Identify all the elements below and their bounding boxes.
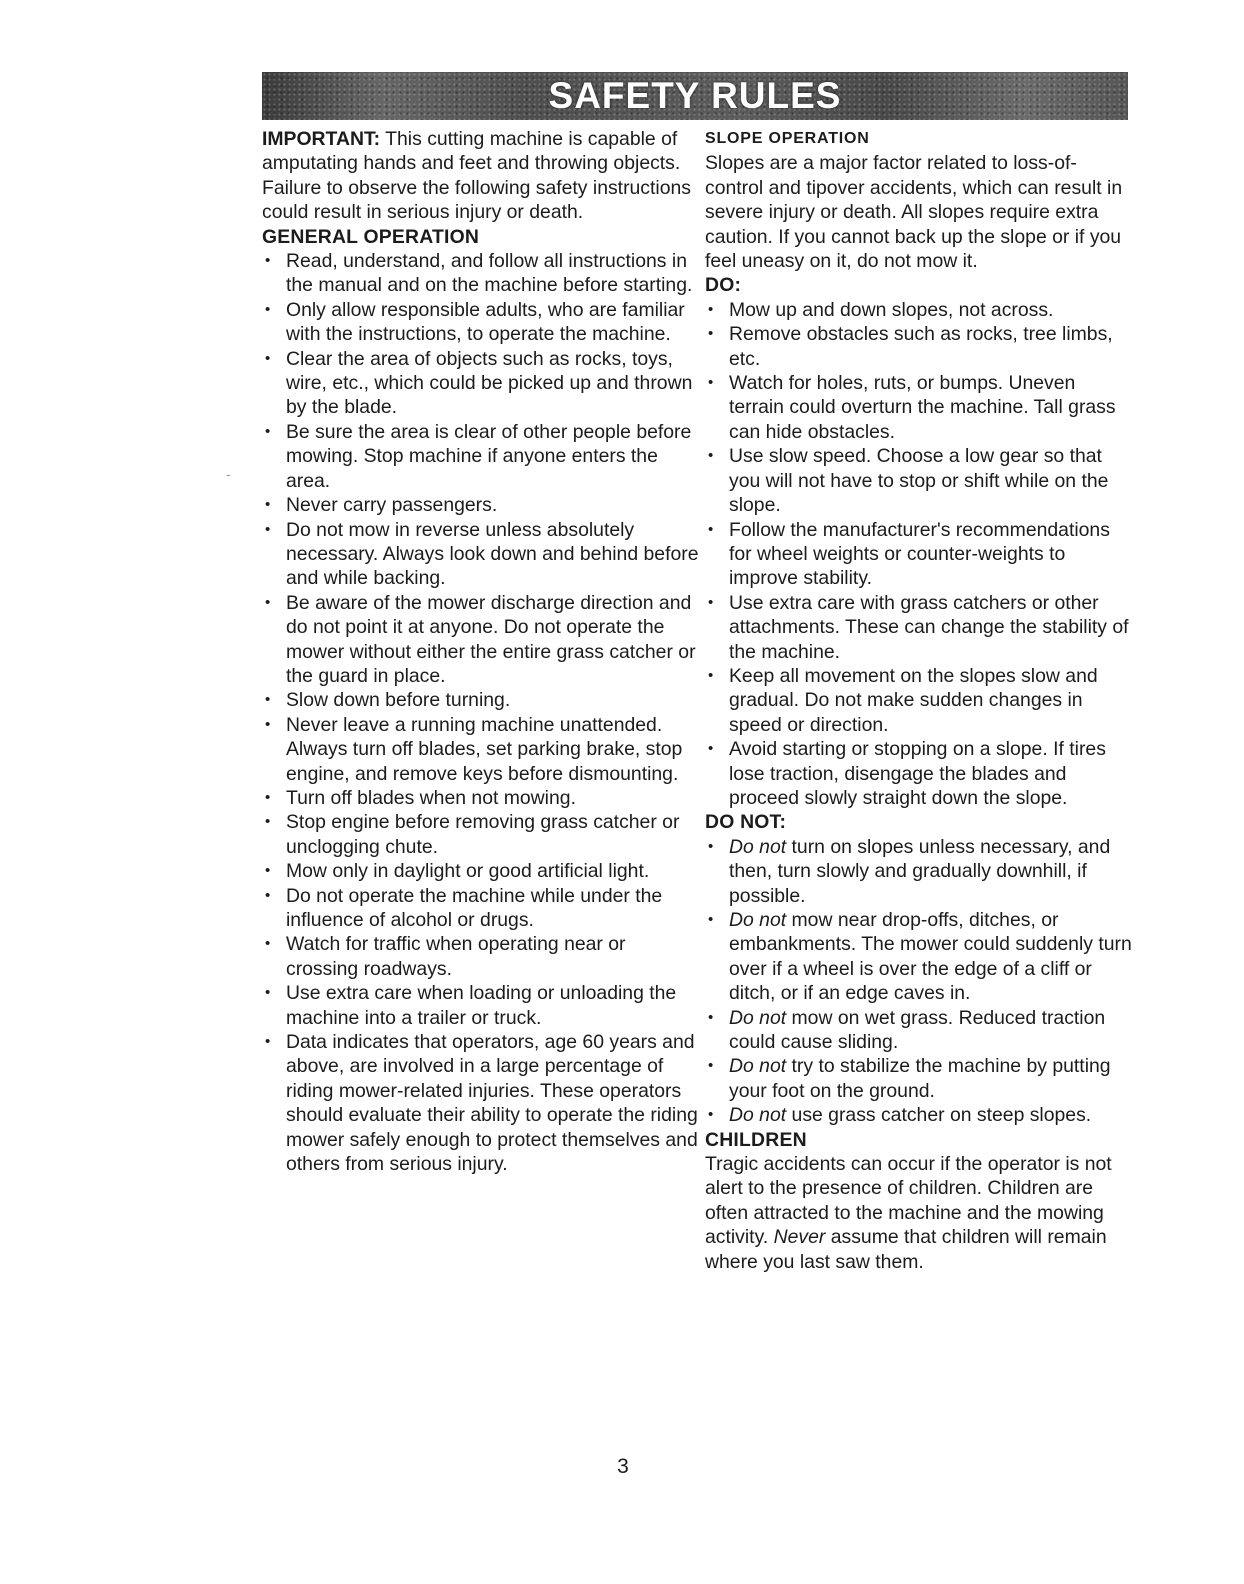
list-item: • Use extra care with grass catchers or other attachments. These can change the stability of the machine. bbox=[705, 591, 1133, 664]
children-paragraph bbox=[705, 1152, 1133, 1274]
do-not-text: mow on wet grass. Reduced traction could cause sliding. bbox=[729, 1006, 1106, 1054]
slope-operation-heading: SLOPE OPERATION bbox=[705, 130, 870, 147]
slope-paragraph: Slopes are a major factor related to loss-of-control and tipover accidents, which can result in severe injury or death. All slopes require extra caution. If you cannot back up the slope or if you feel uneasy on it, do not mow it. bbox=[705, 152, 1123, 273]
important-paragraph bbox=[262, 127, 702, 225]
list-item: • Mow only in daylight or good artificial light. bbox=[262, 859, 702, 883]
list-item: • Be sure the area is clear of other people before mowing. Stop machine if anyone enters the area. bbox=[262, 420, 702, 493]
list-item: • Slow down before turning. bbox=[262, 688, 702, 712]
left-column bbox=[262, 127, 702, 1176]
list-item: • Read, understand, and follow all instructions in the manual and on the machine before starting. bbox=[262, 249, 702, 298]
list-item: • Never leave a running machine unattended. Always turn off blades, set parking brake, stop engine, and remove keys before dismounting. bbox=[262, 713, 702, 786]
do-not-emphasis: Do not bbox=[729, 1006, 787, 1029]
list-item bbox=[705, 835, 1133, 908]
important-label: IMPORTANT: bbox=[262, 128, 381, 150]
general-operation-list bbox=[262, 249, 702, 1176]
do-not-heading: DO NOT: bbox=[705, 811, 787, 834]
safety-rules-banner bbox=[262, 72, 1128, 120]
children-text: Tragic accidents can occur if the operator is not alert to the presence of children. Children are often attracted to the machine and the mowing activity. bbox=[705, 1153, 1112, 1249]
do-not-emphasis: Do not bbox=[729, 1104, 787, 1127]
general-operation-heading: GENERAL OPERATION bbox=[262, 225, 480, 248]
list-item: • Stop engine before removing grass catcher or unclogging chute. bbox=[262, 810, 702, 859]
do-list bbox=[705, 298, 1133, 811]
do-heading: DO: bbox=[705, 274, 742, 297]
do-not-text: turn on slopes unless necessary, and then, turn slowly and gradually downhill, if possible. bbox=[729, 835, 1111, 907]
page-number: 3 bbox=[617, 1455, 629, 1478]
list-item: • Watch for traffic when operating near or crossing roadways. bbox=[262, 932, 702, 981]
list-item: • Data indicates that operators, age 60 years and above, are involved in a large percentage of riding mower-related injuries. These operators should evaluate their ability to operate the riding mower safely enough to protect themselves and others from serious injury. bbox=[262, 1030, 702, 1176]
list-item bbox=[705, 1103, 1133, 1127]
list-item: • Mow up and down slopes, not across. bbox=[705, 298, 1133, 322]
list-item bbox=[705, 908, 1133, 1006]
children-text-continued: assume that children will remain where you last saw them. bbox=[705, 1226, 1107, 1273]
children-heading: CHILDREN bbox=[705, 1128, 807, 1151]
list-item: • Avoid starting or stopping on a slope. If tires lose traction, disengage the blades and proceed slowly straight down the slope. bbox=[705, 737, 1133, 810]
list-item: • Use extra care when loading or unloading the machine into a trailer or truck. bbox=[262, 981, 702, 1030]
important-text: This cutting machine is capable of amputating hands and feet and throwing objects. Failure to observe the following safety instructions could result in serious injury or death. bbox=[262, 128, 691, 224]
do-not-emphasis: Do not bbox=[729, 1055, 787, 1078]
list-item: • Use slow speed. Choose a low gear so that you will not have to stop or shift while on the slope. bbox=[705, 444, 1133, 517]
do-not-list bbox=[705, 835, 1133, 1128]
list-item: • Do not mow in reverse unless absolutely necessary. Always look down and behind before and while backing. bbox=[262, 518, 702, 591]
list-item: • Do not operate the machine while under the influence of alcohol or drugs. bbox=[262, 884, 702, 933]
stray-mark: - bbox=[226, 466, 231, 482]
do-not-text: use grass catcher on steep slopes. bbox=[791, 1104, 1092, 1127]
list-item: • Clear the area of objects such as rocks, toys, wire, etc., which could be picked up and thrown by the blade. bbox=[262, 347, 702, 420]
do-not-text: mow near drop-offs, ditches, or embankments. The mower could suddenly turn over if a wheel is over the edge of a cliff or ditch, or if an edge caves in. bbox=[729, 909, 1132, 1005]
banner-title: SAFETY RULES bbox=[548, 75, 842, 116]
list-item: • Keep all movement on the slopes slow and gradual. Do not make sudden changes in speed or direction. bbox=[705, 664, 1133, 737]
list-item: • Only allow responsible adults, who are familiar with the instructions, to operate the machine. bbox=[262, 298, 702, 347]
do-not-text: try to stabilize the machine by putting your foot on the ground. bbox=[729, 1055, 1111, 1102]
list-item: • Be aware of the mower discharge direction and do not point it at anyone. Do not operate the mower without either the entire grass catcher or the guard in place. bbox=[262, 591, 702, 689]
list-item: • Follow the manufacturer's recommendations for wheel weights or counter-weights to improve stability. bbox=[705, 518, 1133, 591]
list-item bbox=[705, 1054, 1133, 1103]
list-item: • Turn off blades when not mowing. bbox=[262, 786, 702, 810]
list-item: • Watch for holes, ruts, or bumps. Uneven terrain could overturn the machine. Tall grass can hide obstacles. bbox=[705, 371, 1133, 444]
do-not-emphasis: Do not bbox=[729, 909, 787, 931]
right-column bbox=[705, 127, 1133, 1274]
list-item: • Never carry passengers. bbox=[262, 493, 702, 517]
do-not-emphasis: Do not bbox=[729, 835, 787, 858]
children-emphasis: Never bbox=[773, 1226, 826, 1249]
list-item bbox=[705, 1006, 1133, 1055]
list-item: • Remove obstacles such as rocks, tree limbs, etc. bbox=[705, 322, 1133, 371]
